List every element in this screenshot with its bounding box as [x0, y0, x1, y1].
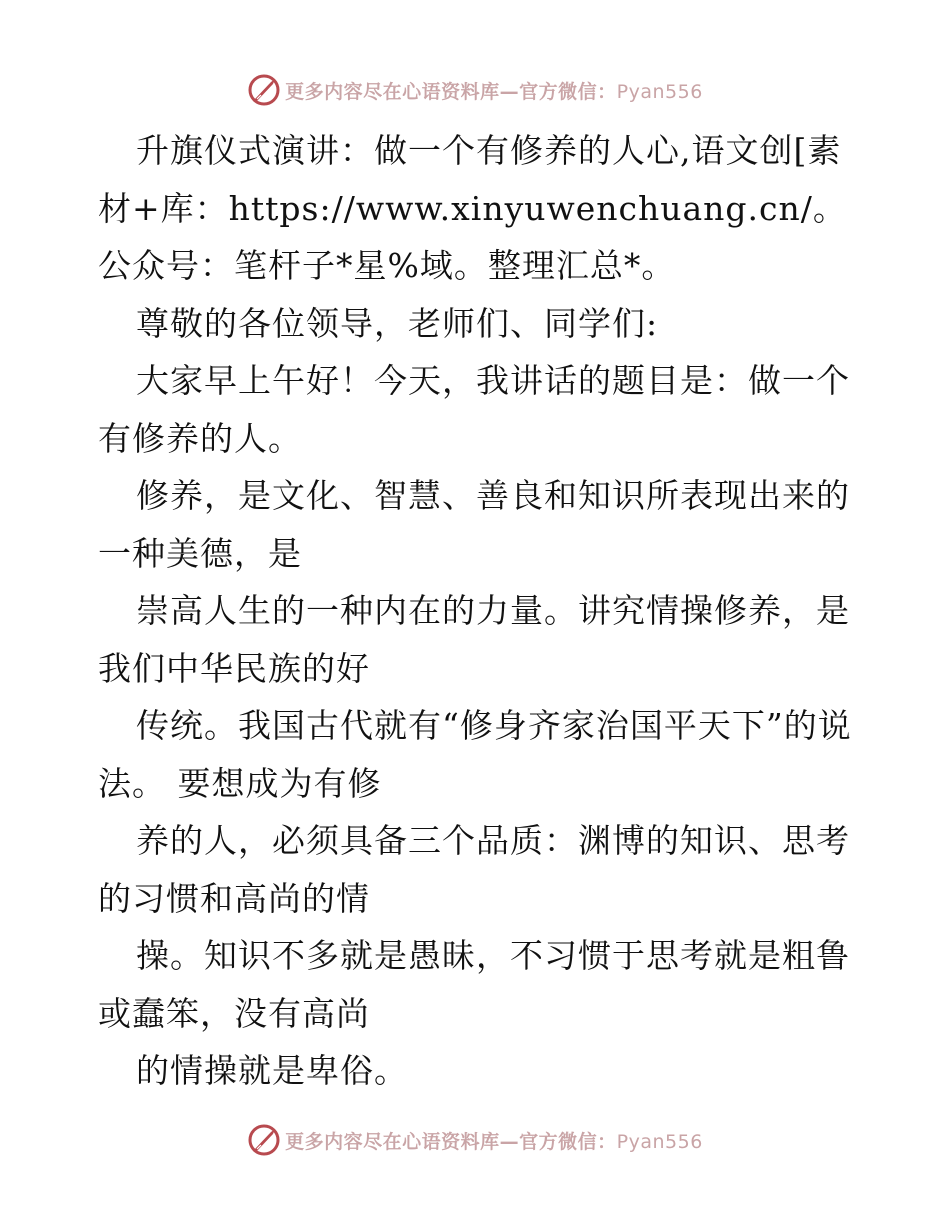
paragraph: 传统。我国古代就有“修身齐家治国平天下”的说法。 要想成为有修	[98, 706, 852, 803]
paragraph-salutation: 尊敬的各位领导，老师们、同学们:	[136, 303, 659, 343]
quill-in-circle-icon	[247, 1123, 281, 1157]
paragraph: 养的人，必须具备三个品质：渊博的知识、思考的习惯和高尚的情	[98, 821, 850, 918]
paragraph: 操。知识不多就是愚昧，不习惯于思考就是粗鲁或蠢笨，没有高尚	[98, 936, 850, 1033]
watermark-text: 更多内容尽在心语资料库—官方微信：	[285, 80, 617, 103]
paragraph: 崇高人生的一种内在的力量。讲究情操修养，是我们中华民族的好	[98, 591, 850, 688]
quill-in-circle-icon	[247, 73, 281, 107]
paragraph-title: 升旗仪式演讲：做一个有修养的人心,语文创[素材+库：https://www.xinyuwenchuang.cn/。公众号：笔杆子*星%域。整理汇总*。	[98, 131, 847, 285]
header-watermark	[0, 70, 950, 110]
paragraph: 修养，是文化、智慧、善良和知识所表现出来的一种美德，是	[98, 476, 850, 573]
watermark-text: 更多内容尽在心语资料库—官方微信：	[285, 1130, 617, 1153]
watermark-id: Pyan556	[616, 80, 703, 103]
document-body	[98, 122, 858, 1100]
footer-watermark	[0, 1120, 950, 1160]
watermark-id: Pyan556	[616, 1130, 703, 1153]
paragraph: 大家早上午好！今天，我讲话的题目是：做一个有修养的人。	[98, 361, 850, 458]
paragraph: 的情操就是卑俗。	[136, 1051, 408, 1090]
